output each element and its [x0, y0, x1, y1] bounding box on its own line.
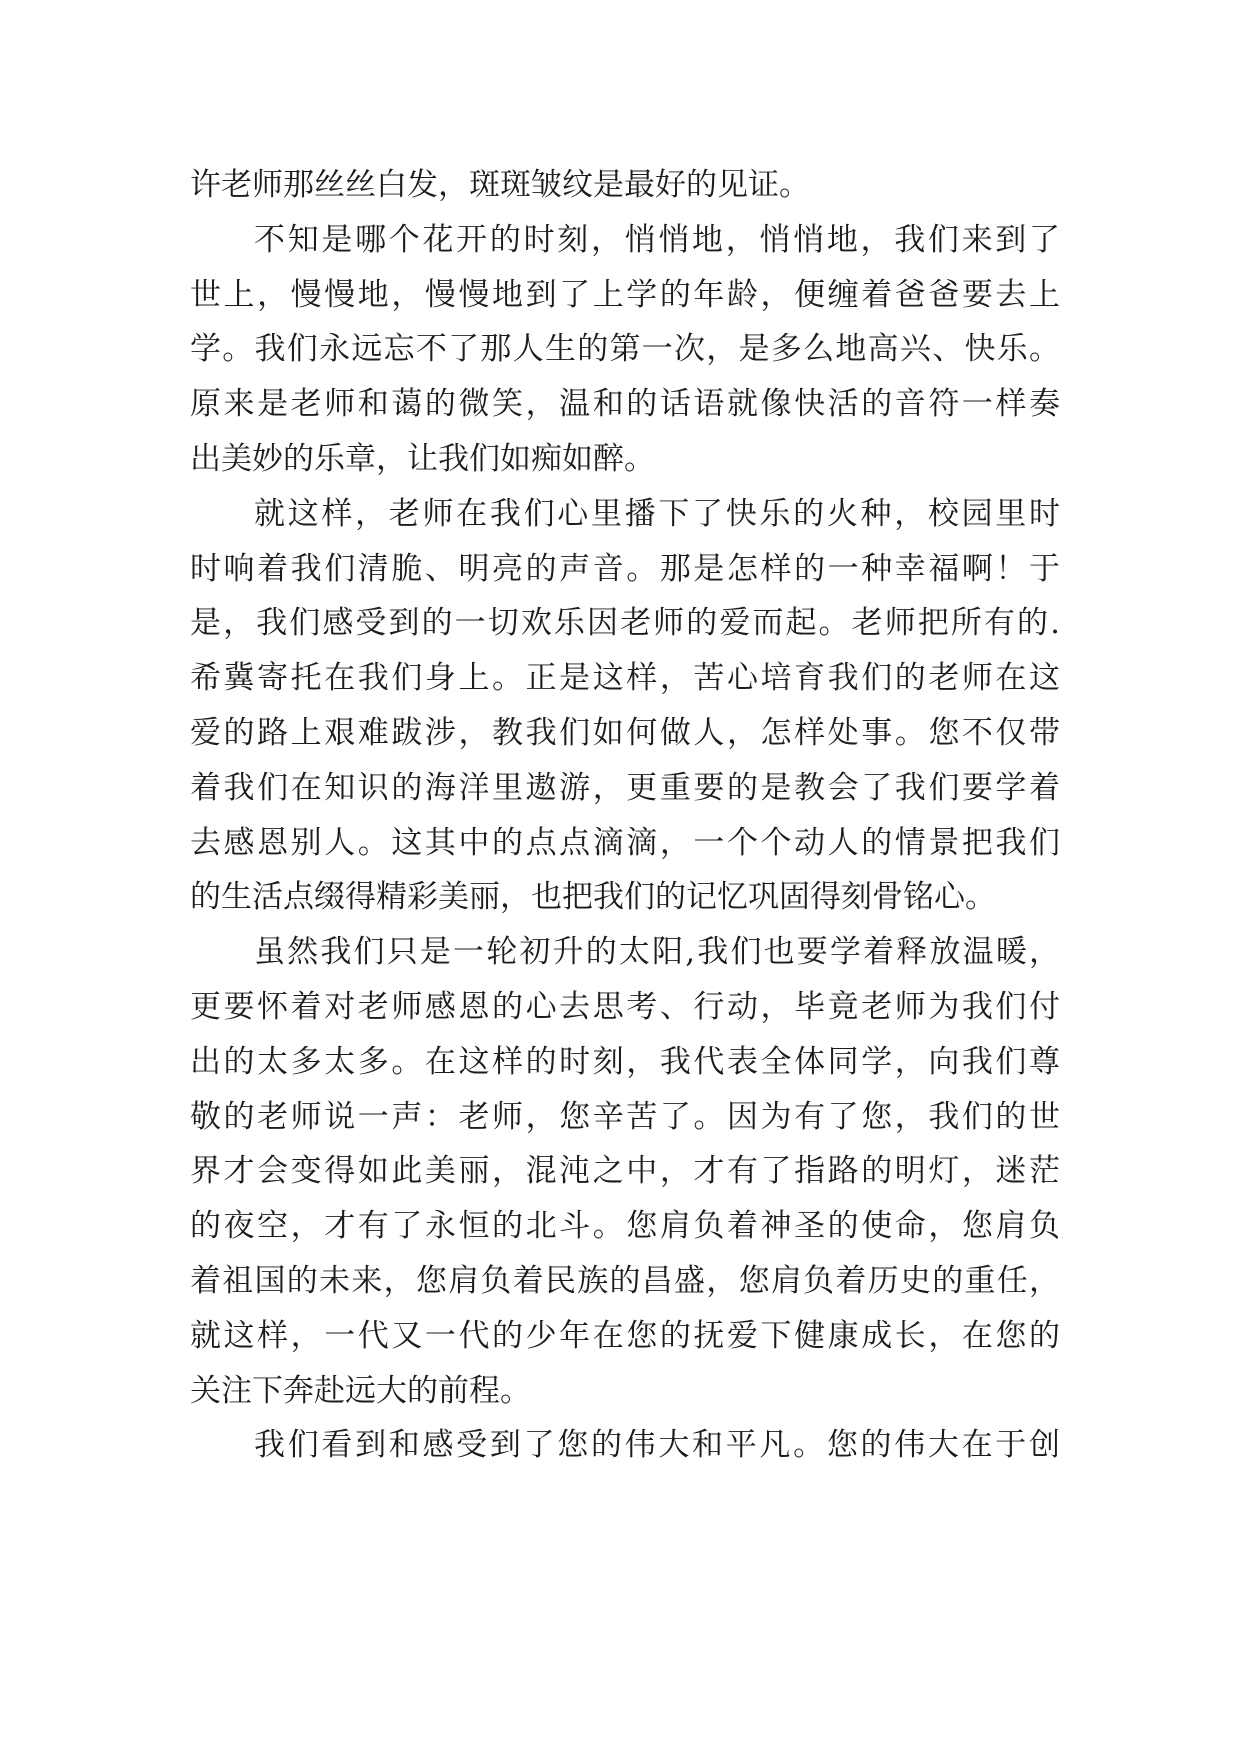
text-line: 时响着我们清脆、明亮的声音。那是怎样的一种幸福啊！于 [190, 550, 1060, 587]
paragraph [190, 925, 1060, 1418]
paragraph [190, 1418, 1060, 1473]
text-line: 我们看到和感受到了您的伟大和平凡。您的伟大在于创 [254, 1427, 1060, 1464]
text-line: 希冀寄托在我们身上。正是这样，苦心培育我们的老师在这 [190, 660, 1060, 697]
paragraph [190, 158, 1060, 213]
text-line: 不知是哪个花开的时刻，悄悄地，悄悄地，我们来到了 [254, 221, 1060, 258]
text-line: 敬的老师说一声：老师，您辛苦了。因为有了您，我们的世 [190, 1098, 1060, 1135]
text-line: 原来是老师和蔼的微笑，温和的话语就像快活的音符一样奏 [190, 386, 1060, 423]
text-line: 更要怀着对老师感恩的心去思考、行动，毕竟老师为我们付 [190, 988, 1060, 1025]
text-line: 着祖国的未来，您肩负着民族的昌盛，您肩负着历史的重任， [190, 1262, 1060, 1299]
text-line: 的夜空，才有了永恒的北斗。您肩负着神圣的使命，您肩负 [190, 1208, 1060, 1245]
body-text [190, 158, 1060, 1473]
text-line: 世上，慢慢地，慢慢地到了上学的年龄，便缠着爸爸要去上 [190, 276, 1060, 313]
text-line: 许老师那丝丝白发，斑斑皱纹是最好的见证。 [190, 167, 810, 203]
text-line: 去感恩别人。这其中的点点滴滴，一个个动人的情景把我们 [190, 824, 1060, 861]
text-line: 学。我们永远忘不了那人生的第一次，是多么地高兴、快乐。 [190, 331, 1060, 368]
text-line: 的生活点缀得精彩美丽，也把我们的记忆巩固得刻骨铭心。 [190, 879, 996, 916]
text-line: 就这样，一代又一代的少年在您的抚爱下健康成长，在您的 [190, 1317, 1060, 1354]
text-line: 界才会变得如此美丽，混沌之中，才有了指路的明灯，迷茫 [190, 1153, 1060, 1190]
paragraph [190, 487, 1060, 925]
text-line: 爱的路上艰难跋涉，教我们如何做人，怎样处事。您不仅带 [190, 714, 1060, 751]
text-line: 着我们在知识的海洋里遨游，更重要的是教会了我们要学着 [190, 769, 1060, 806]
text-line: 是，我们感受到的一切欢乐因老师的爱而起。老师把所有的. [190, 605, 1060, 642]
text-line: 出的太多太多。在这样的时刻，我代表全体同学，向我们尊 [190, 1043, 1060, 1080]
text-line: 出美妙的乐章，让我们如痴如醉。 [190, 440, 655, 477]
text-line: 虽然我们只是一轮初升的太阳,我们也要学着释放温暖， [254, 934, 1060, 971]
text-line: 关注下奔赴远大的前程。 [190, 1372, 531, 1409]
paragraph [190, 213, 1060, 487]
text-line: 就这样，老师在我们心里播下了快乐的火种，校园里时 [254, 495, 1060, 532]
